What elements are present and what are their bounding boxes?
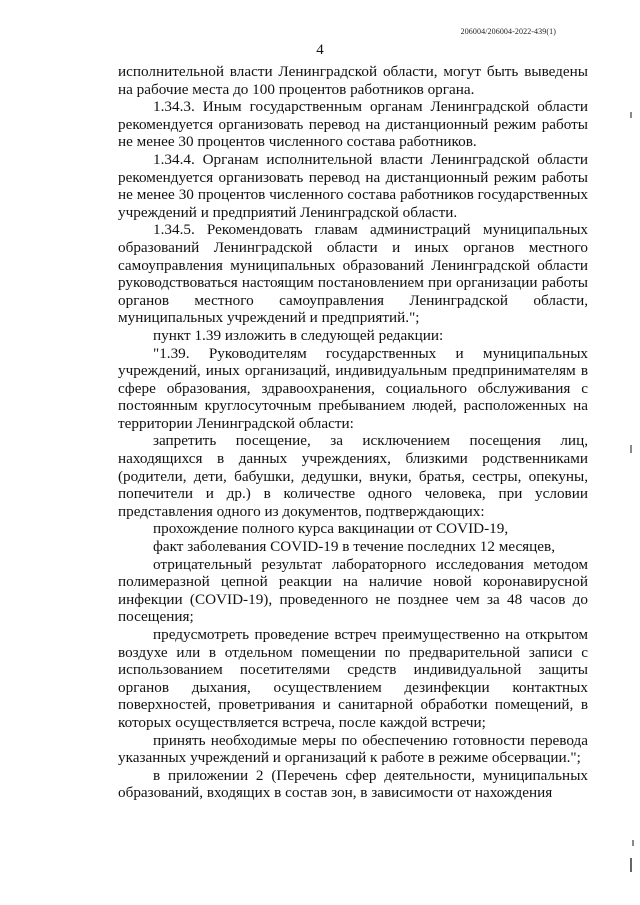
paragraph: пункт 1.39 изложить в следующей редакции: [153, 326, 444, 344]
paragraph: 1.34.4. Органам исполнительной власти Ленинградской области рекомендуется организовать перевод на дистанционный режим работы не менее 30 процентов численного состава работников государственных учреждений и предприятий Ленинградской области. [118, 150, 588, 221]
paragraph: предусмотреть проведение встреч преимущественно на открытом воздухе или в отдельном помещении по предварительной записи с использованием посетителями средств индивидуальной защиты органов дыхания, осуществлением дезинфекции контактных поверхностей, проветривания и санитарной обработки помещений, в которых осуществляется встреча, после каждой встречи; [118, 626, 588, 731]
paragraph: 1.34.5. Рекомендовать главам администраций муниципальных образований Ленинградской области и иных органов местного самоуправления муниципальных образований Ленинградской области руководствоваться настоящим постановлением при организации работы органов местного самоуправления Ленинградской области, муниципальных учреждений и предприятий."; [118, 221, 588, 327]
scan-edge-mark [630, 858, 632, 872]
document-body [118, 63, 588, 802]
scan-edge-mark [630, 112, 632, 118]
scan-edge-mark [630, 445, 632, 453]
paragraph: исполнительной власти Ленинградской области, могут быть выведены на рабочие места до 100 процентов работников органа. [118, 63, 588, 98]
paragraph: запретить посещение, за исключением посещения лиц, находящихся в данных учреждениях, близкими родственниками (родители, дети, бабушки, дедушки, внуки, братья, сестры, опекуны, попечители и др.) в количестве одного человека, при условии представления одного из документов, подтверждающих: [118, 432, 588, 520]
paragraph: "1.39. Руководителям государственных и муниципальных учреждений, иных организаций, индивидуальным предпринимателям в сфере образования, здравоохранения, социального обслуживания с постоянным круглосуточным пребыванием людей, расположенных на территории Ленинградской области: [118, 344, 588, 432]
paragraph: факт заболевания COVID-19 в течение последних 12 месяцев, [153, 538, 556, 556]
page-number: 4 [316, 42, 324, 58]
scan-edge-mark [632, 840, 634, 846]
paragraph: принять необходимые меры по обеспечению готовности перевода указанных учреждений и организаций к работе в режиме обсервации."; [118, 731, 588, 767]
paragraph: прохождение полного курса вакцинации от COVID-19, [153, 520, 509, 538]
document-code: 206004/206004-2022-439(1) [460, 27, 556, 36]
paragraph: в приложении 2 (Перечень сфер деятельности, муниципальных образований, входящих в состав зон, в зависимости от нахождения [118, 766, 588, 802]
paragraph: отрицательный результат лабораторного исследования методом полимеразной цепной реакции на наличие новой коронавирусной инфекции (COVID-19), проведенного не позднее чем за 48 часов до посещения; [118, 555, 588, 626]
paragraph: 1.34.3. Иным государственным органам Ленинградской области рекомендуется организовать перевод на дистанционный режим работы не менее 30 процентов численного состава работников. [118, 98, 588, 151]
